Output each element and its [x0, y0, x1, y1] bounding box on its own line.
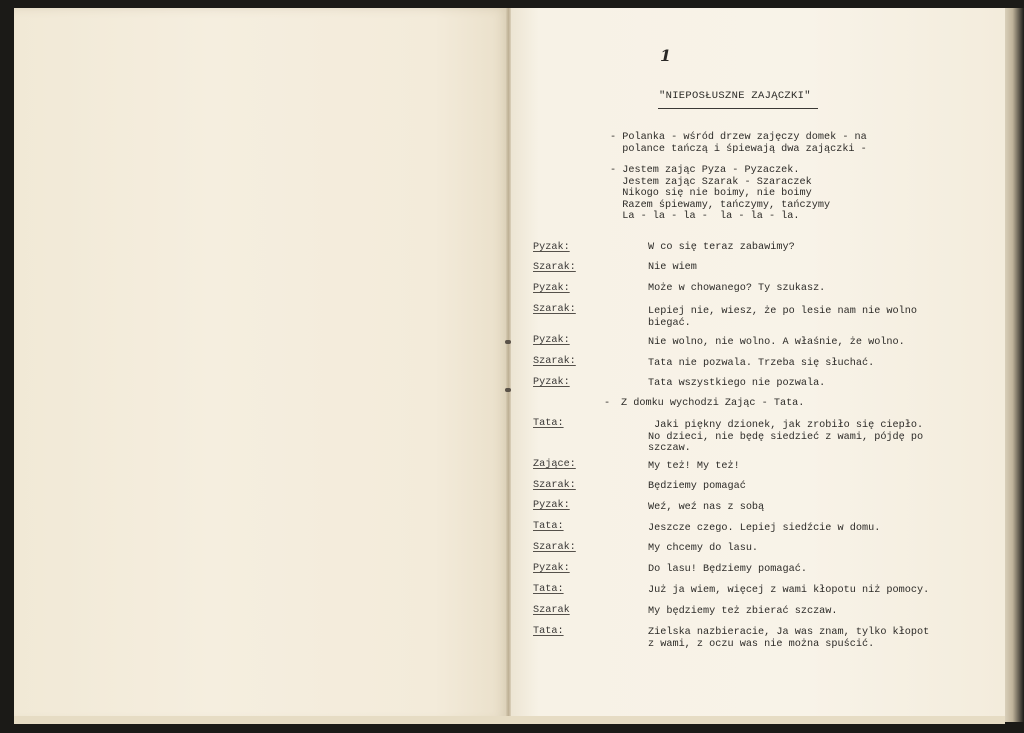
book-spine [506, 8, 511, 722]
dialogue-line: W co się teraz zabawimy? [648, 242, 795, 253]
speaker-label: Pyzak: [533, 283, 570, 294]
speaker-label: Tata: [533, 418, 564, 429]
stage-direction-opening: - Polanka - wśród drzew zajęczy domek - na polance tańczą i śpiewają dwa zajączki - [610, 132, 867, 155]
dialogue-line: Zielska nazbieracie, Ja was znam, tylko kłopot z wami, z oczu was nie można spuścić. [648, 627, 930, 650]
speaker-label: Szarak: [533, 480, 576, 491]
staple-top [505, 340, 511, 344]
dialogue-line: My też! My też! [648, 461, 740, 472]
speaker-label: Tata: [533, 626, 564, 637]
speaker-label: Tata: [533, 584, 564, 595]
speaker-label: Szarak: [533, 542, 576, 553]
dialogue-line: Nie wiem [648, 262, 697, 273]
dialogue-line: Tata nie pozwala. Trzeba się słuchać. [648, 358, 875, 369]
dialogue-line: Weź, weź nas z sobą [648, 502, 765, 513]
song-lyrics: - Jestem zając Pyza - Pyzaczek. Jestem zając Szarak - Szaraczek Nikogo się nie boimy, nie boimy Razem śpiewamy, tańczymy, tańczymy La - la - la - la - la - la. [610, 165, 831, 222]
speaker-label: Pyzak: [533, 377, 570, 388]
speaker-label: Szarak [533, 605, 570, 616]
speaker-label: Szarak: [533, 262, 576, 273]
stage-dash: - [604, 398, 611, 409]
dialogue-line: Będziemy pomagać [648, 481, 746, 492]
speaker-label: Zające: [533, 459, 576, 470]
speaker-label: Tata: [533, 521, 564, 532]
dialogue-line: Może w chowanego? Ty szukasz. [648, 283, 826, 294]
dialogue-line: My chcemy do lasu. [648, 543, 759, 554]
dialogue-line: Jaki piękny dzionek, jak zrobiło się ciepło. No dzieci, nie będę siedzieć z wami, pójdę po szczaw. [648, 420, 924, 454]
dialogue-line: Nie wolno, nie wolno. A właśnie, że wolno. [648, 337, 905, 348]
dialogue-line: Jeszcze czego. Lepiej siedźcie w domu. [648, 523, 881, 534]
title-underline [658, 108, 818, 109]
left-page [14, 8, 509, 722]
speaker-label: Pyzak: [533, 500, 570, 511]
staple-bottom [505, 388, 511, 392]
speaker-label: Szarak: [533, 356, 576, 367]
speaker-label: Pyzak: [533, 563, 570, 574]
speaker-label: Szarak: [533, 304, 576, 315]
stage-direction-tata: Z domku wychodzi Zając - Tata. [621, 398, 805, 409]
speaker-label: Pyzak: [533, 242, 570, 253]
page-edge [1005, 8, 1024, 722]
page-bottom-edge [14, 716, 1005, 724]
dialogue-line: Lepiej nie, wiesz, że po lesie nam nie wolno biegać. [648, 306, 917, 329]
dialogue-line: Do lasu! Będziemy pomagać. [648, 564, 807, 575]
page-number: 1 [660, 46, 672, 65]
speaker-label: Pyzak: [533, 335, 570, 346]
dialogue-line: Tata wszystkiego nie pozwala. [648, 378, 826, 389]
dialogue-line: Już ja wiem, więcej z wami kłopotu niż pomocy. [648, 585, 930, 596]
dialogue-line: My będziemy też zbierać szczaw. [648, 606, 838, 617]
play-title: "NIEPOSŁUSZNE ZAJĄCZKI" [659, 90, 811, 102]
